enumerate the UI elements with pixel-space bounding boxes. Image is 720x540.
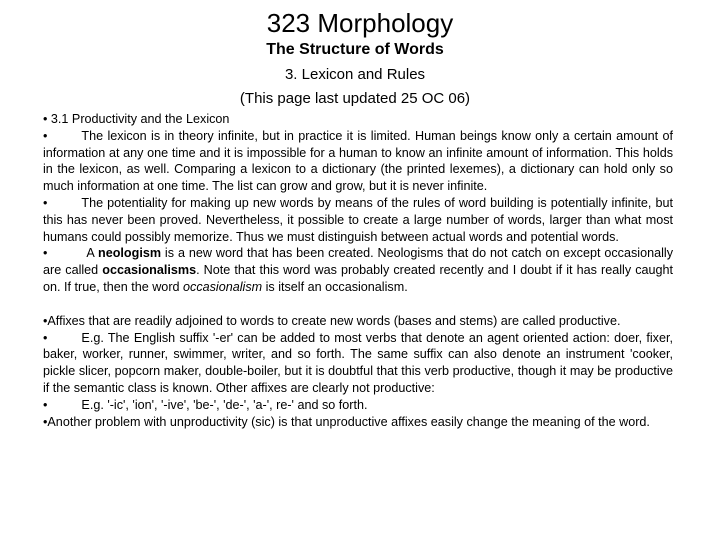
paragraph-unproductive-examples	[43, 397, 673, 414]
term-occasionalisms: occasionalisms	[102, 263, 197, 278]
paragraph-text: The potentiality for making up new words by means of the rules of word building is potentially infinite, but this has never been proved. Nevertheless, it possible to create a large number of words, larger than what most humans could possibly memorize. Thus we must distinguish between actual words and potential words.	[43, 195, 673, 244]
paragraph-productivity-heading: • 3.1 Productivity and the Lexicon	[43, 112, 230, 126]
body-text	[43, 111, 673, 430]
paragraph-gap	[43, 296, 673, 313]
paragraph-unproductivity-problem: •Another problem with unproductivity (sic) is that unproductive affixes easily change the meaning of the word.	[43, 414, 650, 429]
bullet: •	[43, 246, 48, 261]
text-run: . Note that this word was probably created recently and I doubt if it has really caught on. If true, then the word	[43, 263, 674, 294]
section-heading: 3. Lexicon and Rules	[284, 66, 426, 83]
bullet: •	[43, 330, 48, 345]
text-run: A	[86, 246, 99, 261]
paragraph-text: The lexicon is in theory infinite, but in practice it is limited. Human beings know only a certain amount of information at any one time and it is impossible for a human to know an infinite amount of information. This holds in the lexicon, as well. Comparing a lexicon to a dictionary (the printed lexemes), a dictionary can hold only so much information at one time. The list can grow and grow, but it is never infinite.	[43, 128, 673, 194]
paragraph-potentiality	[43, 195, 673, 245]
page-subtitle: The Structure of Words	[266, 41, 444, 58]
paragraph-er-suffix	[43, 330, 673, 397]
paragraph-neologism	[43, 245, 673, 295]
paragraph-productive-affixes: •Affixes that are readily adjoined to words to create new words (bases and stems) are called productive.	[43, 313, 621, 328]
term-occasionalism: occasionalism	[183, 279, 263, 294]
text-run: is itself an occasionalism.	[262, 279, 408, 294]
paragraph-text: E.g. The English suffix '-er' can be added to most verbs that denote an agent oriented action: doer, fixer, baker, worker, runner, swimmer, writer, and so forth. The same suffix can also denote an instrument 'cooker, pickle slicer, popcorn maker, double-boiler, but it is doubtful that this verb productive, though it may be productive if the semantic class is known. Other affixes are clearly not productive:	[43, 330, 673, 395]
paragraph-text: E.g. '-ic', 'ion', '-ive', 'be-', 'de-', 'a-', re-' and so forth.	[81, 397, 368, 412]
page-title: 323 Morphology	[266, 8, 454, 38]
paragraph-lexicon-infinite	[43, 128, 673, 195]
last-updated-note: (This page last updated 25 OC 06)	[239, 90, 471, 107]
bullet: •	[43, 195, 48, 210]
bullet: •	[43, 128, 48, 143]
text-run: is a new word that has been created. Neologisms that do not catch on except occasionally are called	[43, 246, 673, 278]
term-neologism: neologism	[98, 246, 162, 261]
bullet: •	[43, 397, 48, 412]
